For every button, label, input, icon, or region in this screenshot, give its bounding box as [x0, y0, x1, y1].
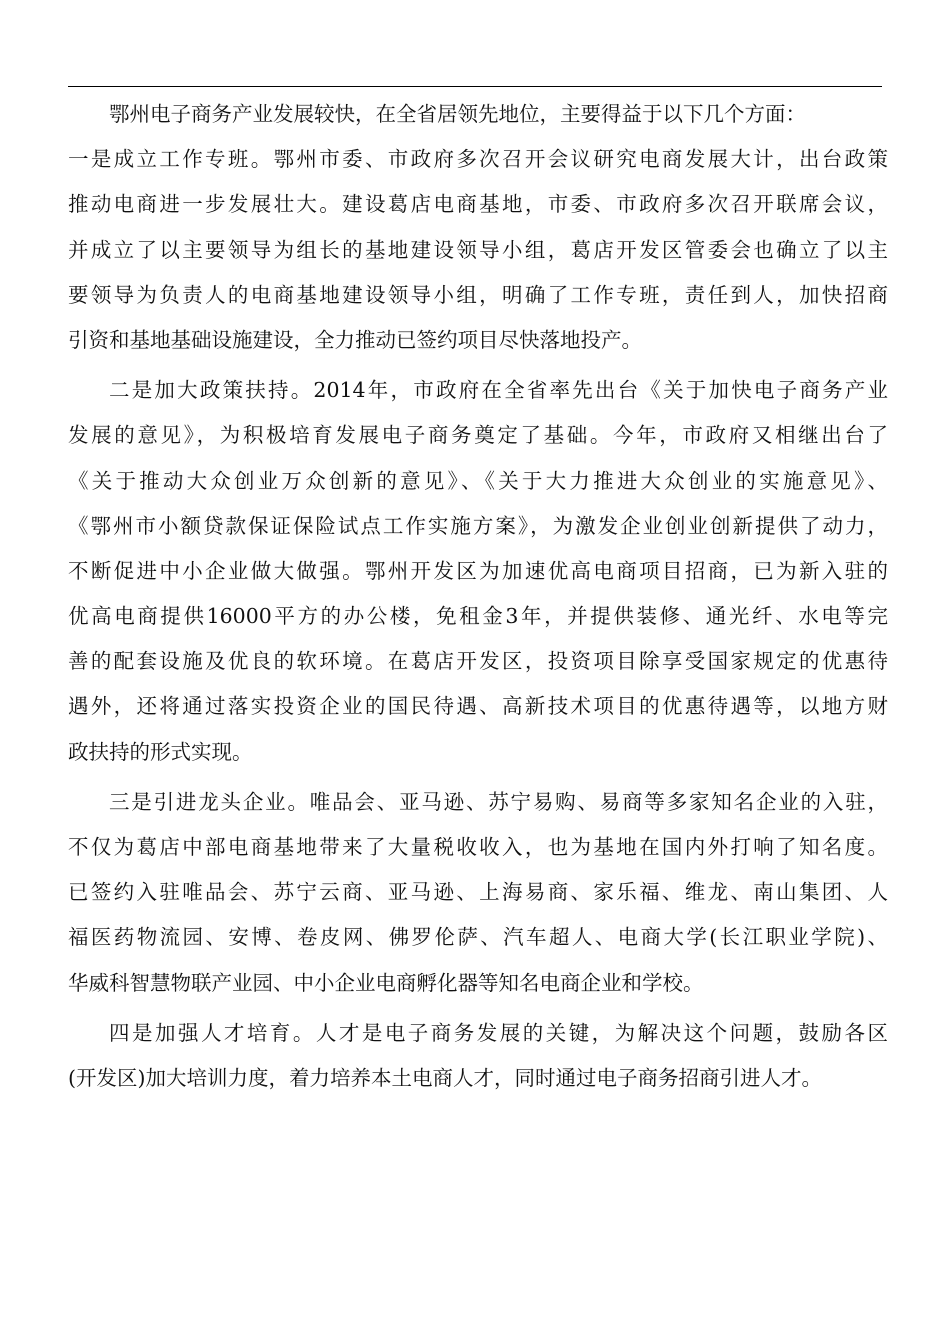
intro-line: 鄂州电子商务产业发展较快，在全省居领先地位，主要得益于以下几个方面：	[109, 102, 806, 126]
paragraph-line: 并成立了以主要领导为组长的基地建设领导小组，葛店开发区管委会也确立了以主	[68, 237, 888, 262]
paragraph-line: 不断促进中小企业做大做强。鄂州开发区为加速优高电商项目招商，已为新入驻的	[68, 558, 888, 583]
paragraph-line: 优高电商提供16000平方的办公楼，免租金3年，并提供装修、通光纤、水电等完	[68, 604, 888, 629]
paragraph-line: 发展的意见》，为积极培育发展电子商务奠定了基础。今年，市政府又相继出台了	[68, 423, 888, 448]
paragraph-line: 一是成立工作专班。鄂州市委、市政府多次召开会议研究电商发展大计，出台政策	[68, 147, 888, 172]
paragraph-line: 三是引进龙头企业。唯品会、亚马逊、苏宁易购、易商等多家知名企业的入驻，	[109, 789, 888, 814]
paragraph-line: 《关于推动大众创业万众创新的意见》、《关于大力推进大众创业的实施意见》、	[68, 468, 888, 493]
paragraph-line: 不仅为葛店中部电商基地带来了大量税收收入，也为基地在国内外打响了知名度。	[68, 835, 888, 859]
paragraph-line: 福医药物流园、安博、卷皮网、佛罗伦萨、汽车超人、电商大学(长江职业学院)、	[68, 925, 888, 950]
paragraph-line: 二是加大政策扶持。2014年，市政府在全省率先出台《关于加快电子商务产业	[109, 378, 888, 403]
paragraph-line: 四是加强人才培育。人才是电子商务发展的关键，为解决这个问题，鼓励各区	[109, 1020, 888, 1045]
paragraph-1	[68, 137, 888, 363]
paragraph-line: 《鄂州市小额贷款保证保险试点工作实施方案》，为激发企业创业创新提供了动力，	[68, 513, 888, 538]
paragraph-4	[68, 1011, 888, 1101]
paragraph-line: 要领导为负责人的电商基地建设领导小组，明确了工作专班，责任到人，加快招商	[68, 282, 888, 307]
paragraph-line: (开发区)加大培训力度，着力培养本土电商人才，同时通过电子商务招商引进人才。	[68, 1065, 822, 1090]
paragraph-line: 遇外，还将通过落实投资企业的国民待遇、高新技术项目的优惠待遇等，以地方财	[68, 694, 888, 719]
paragraph-line: 善的配套设施及优良的软环境。在葛店开发区，投资项目除享受国家规定的优惠待	[68, 649, 888, 674]
paragraph-line: 已签约入驻唯品会、苏宁云商、亚马逊、上海易商、家乐福、维龙、南山集团、人	[68, 880, 888, 905]
paragraph-line: 华威科智慧物联产业园、中小企业电商孵化器等知名电商企业和学校。	[68, 970, 704, 995]
paragraph-line: 推动电商进一步发展壮大。建设葛店电商基地，市委、市政府多次召开联席会议，	[68, 192, 888, 217]
paragraph-line: 政扶持的形式实现。	[68, 739, 253, 764]
header-rule	[68, 86, 882, 87]
paragraph-3	[68, 780, 888, 1006]
paragraph-line: 引资和基地基础设施建设，全力推动已签约项目尽快落地投产。	[68, 327, 642, 352]
document-body	[68, 92, 888, 1101]
paragraph-2	[68, 368, 888, 775]
